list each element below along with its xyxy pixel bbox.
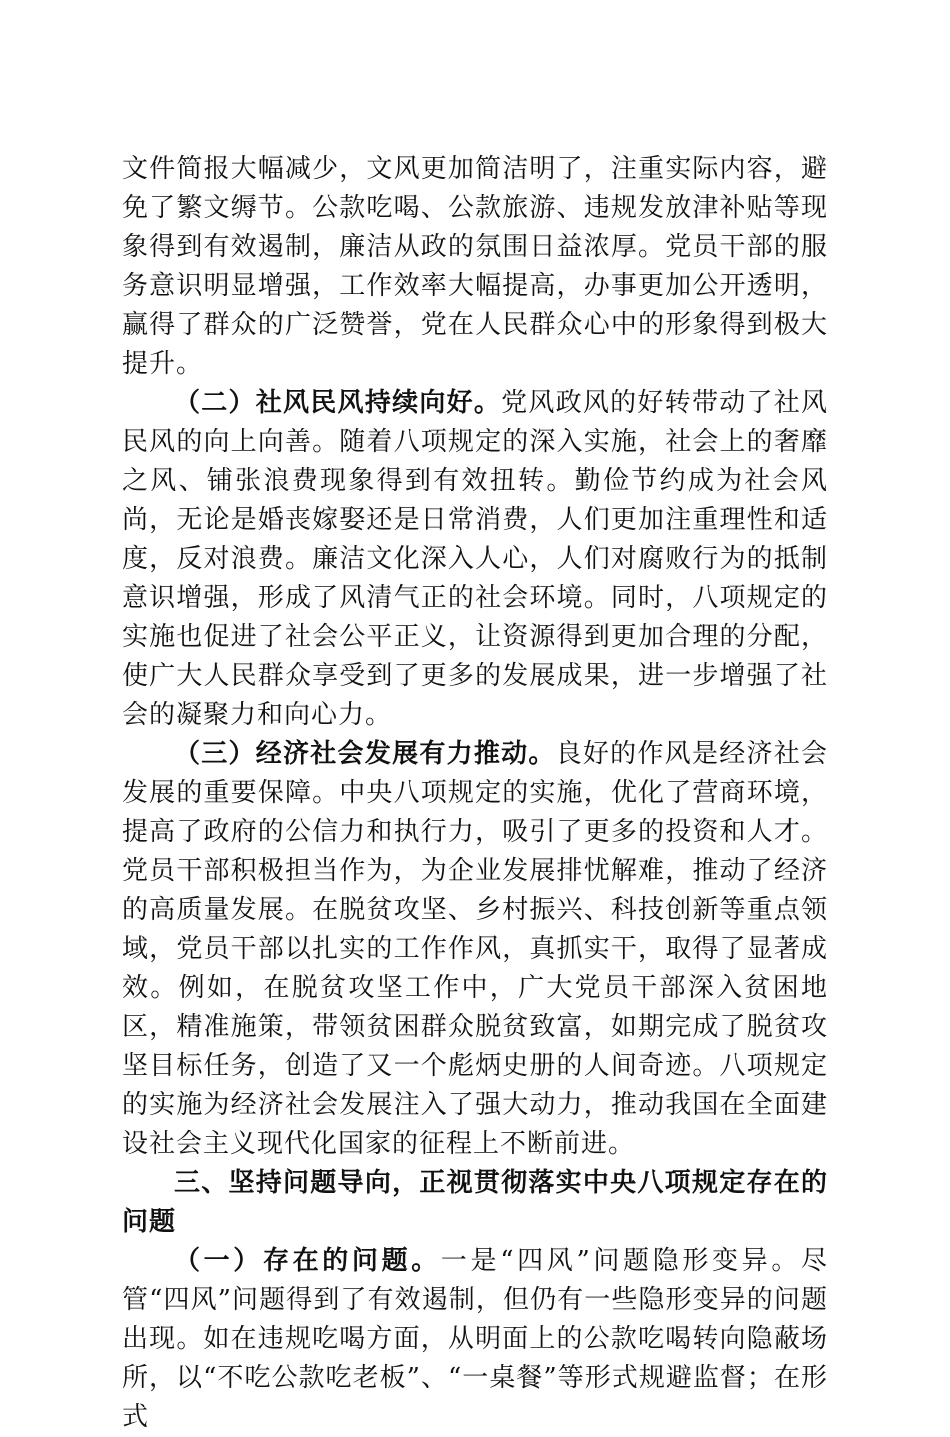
section-heading: 三、坚持问题导向，正视贯彻落实中央八项规定存在的问题 xyxy=(122,1168,828,1237)
paragraph-lead: （一）存在的问题。 xyxy=(174,1246,441,1276)
document-body xyxy=(122,150,828,1437)
paragraph-existing-problems xyxy=(122,1242,828,1437)
paragraph-text: 文件简报大幅减少，文风更加简洁明了，注重实际内容，避免了繁文缛节。公款吃喝、公款旅游、违规发放津补贴等现象得到有效遏制，廉洁从政的氛围日益浓厚。党员干部的服务意识明显增强，工作效率大幅提高，办事更加公开透明，赢得了群众的广泛赞誉，党在人民群众心中的形象得到极大提升。 xyxy=(122,154,828,379)
paragraph-economic-development xyxy=(122,735,828,1164)
paragraph-text: 良好的作风是经济社会发展的重要保障。中央八项规定的实施，优化了营商环境，提高了政府的公信力和执行力，吸引了更多的投资和人才。党员干部积极担当作为，为企业发展排忧解难，推动了经济的高质量发展。在脱贫攻坚、乡村振兴、科技创新等重点领域，党员干部以扎实的工作作风，真抓实干，取得了显著成效。例如，在脱贫攻坚工作中，广大党员干部深入贫困地区，精准施策，带领贫困群众脱贫致富，如期完成了脱贫攻坚目标任务，创造了又一个彪炳史册的人间奇迹。八项规定的实施为经济社会发展注入了强大动力，推动我国在全面建设社会主义现代化国家的征程上不断前进。 xyxy=(122,739,828,1159)
paragraph-lead: （二）社风民风持续向好。 xyxy=(174,388,502,418)
paragraph-continuation xyxy=(122,150,828,384)
paragraph-text: 一是“四风”问题隐形变异。尽管“四风”问题得到了有效遏制，但仍有一些隐形变异的问题出现。如在违规吃喝方面，从明面上的公款吃喝转向隐蔽场所，以“不吃公款吃老板”、“一桌餐”等形式规避监督；在形式 xyxy=(122,1246,828,1432)
paragraph-lead: （三）经济社会发展有力推动。 xyxy=(174,739,556,769)
paragraph-text: 党风政风的好转带动了社风民风的向上向善。随着八项规定的深入实施，社会上的奢靡之风、铺张浪费现象得到有效扭转。勤俭节约成为社会风尚，无论是婚丧嫁娶还是日常消费，人们更加注重理性和适度，反对浪费。廉洁文化深入人心，人们对腐败行为的抵制意识增强，形成了风清气正的社会环境。同时，八项规定的实施也促进了社会公平正义，让资源得到更加合理的分配，使广大人民群众享受到了更多的发展成果，进一步增强了社会的凝聚力和向心力。 xyxy=(122,388,828,730)
paragraph-social-customs xyxy=(122,384,828,735)
